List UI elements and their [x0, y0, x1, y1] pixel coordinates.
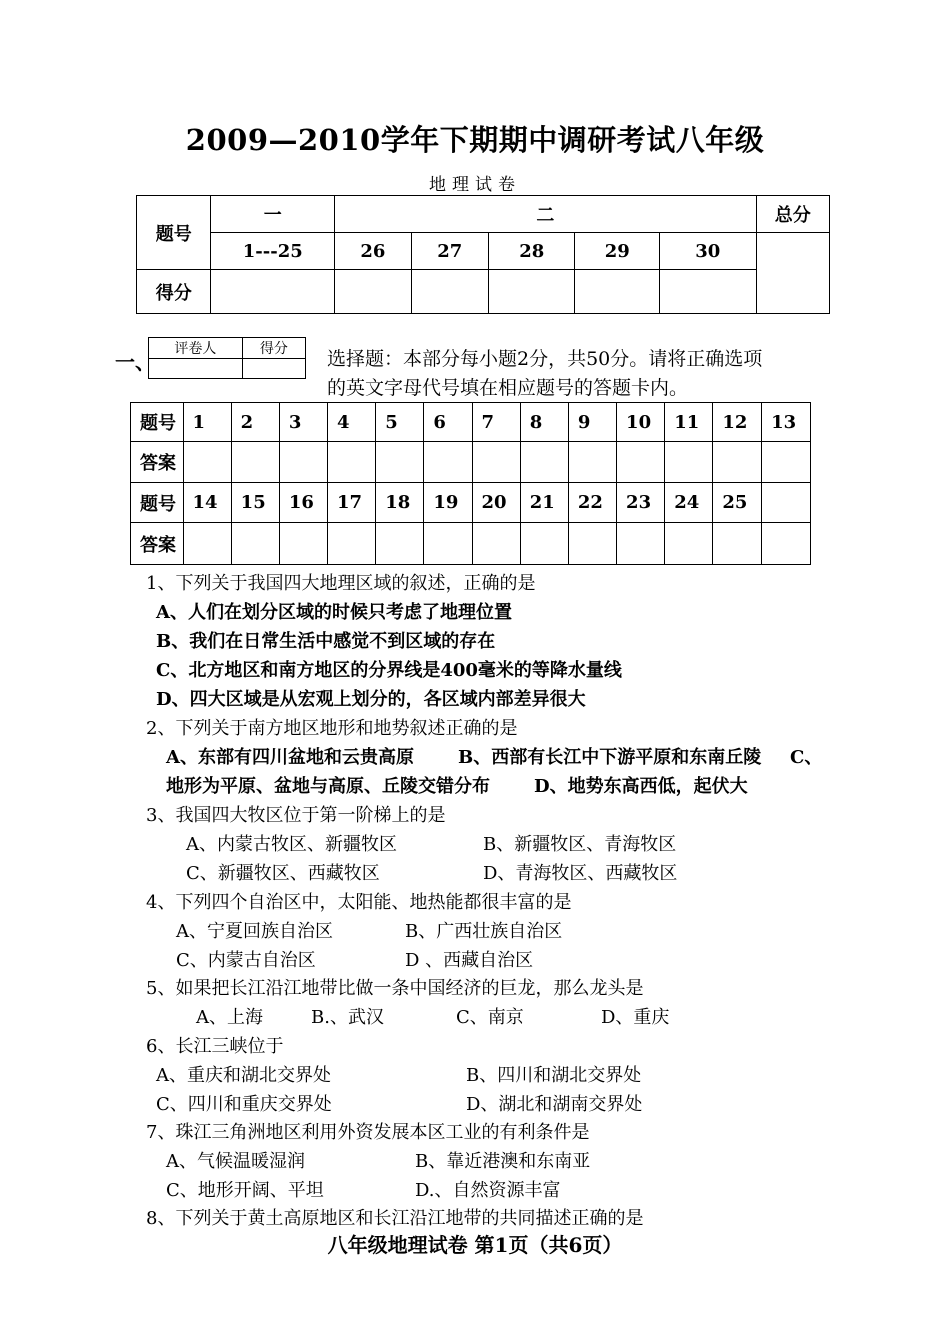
q5-stem: 5、如果把长江沿江地带比做一条中国经济的巨龙，那么龙头是: [146, 978, 644, 999]
question-number-cell: 12: [713, 403, 762, 442]
q1-option-d: D、四大区域是从宏观上划分的，各区域内部差异很大: [156, 689, 586, 710]
question-number-cell: 2: [231, 403, 279, 442]
score-cell[interactable]: [211, 270, 335, 314]
q4-stem: 4、下列四个自治区中，太阳能、地热能都很丰富的是: [146, 892, 572, 913]
question-number-cell: 17: [328, 483, 376, 523]
question-number-cell: 14: [183, 483, 231, 523]
q2-option-c-label: C、: [790, 747, 823, 768]
score-table-range-1-25: 1---25: [211, 233, 335, 270]
q6-option-b: B、四川和湖北交界处: [466, 1065, 642, 1086]
answer-cell[interactable]: [424, 442, 472, 483]
question-number-cell: 10: [617, 403, 665, 442]
score-table-label-question: 题号: [137, 196, 211, 270]
score-table-part1: 一: [211, 196, 335, 233]
question-number-cell: 9: [568, 403, 616, 442]
section1-desc-line1: 选择题：本部分每小题2分，共50分。请将正确选项: [327, 348, 763, 370]
score-cell[interactable]: [411, 270, 488, 314]
q3-option-c: C、新疆牧区、西藏牧区: [186, 863, 380, 884]
score-table-part2: 二: [335, 196, 756, 233]
answer-cell[interactable]: [279, 523, 327, 565]
score-table-total: 总分: [756, 196, 829, 233]
score-table-total-cell[interactable]: [756, 233, 829, 314]
q8-stem: 8、下列关于黄土高原地区和长江沿江地带的共同描述正确的是: [146, 1208, 644, 1229]
q6-option-c: C、四川和重庆交界处: [156, 1094, 332, 1115]
question-number-cell: 25: [713, 483, 762, 523]
question-number-cell: [762, 483, 811, 523]
q7-option-b: B、靠近港澳和东南亚: [415, 1151, 591, 1172]
q1-option-c: C、北方地区和南方地区的分界线是400毫米的等降水量线: [156, 660, 622, 681]
q7-option-c: C、地形开阔、平坦: [166, 1180, 324, 1201]
answer-cell[interactable]: [762, 523, 811, 565]
question-number-cell: 11: [665, 403, 713, 442]
q4-option-c: C、内蒙古自治区: [176, 950, 316, 971]
grader-score-cell[interactable]: [242, 359, 305, 379]
grader-cell[interactable]: [149, 359, 243, 379]
answer-cell[interactable]: [713, 523, 762, 565]
answer-cell[interactable]: [376, 523, 424, 565]
answer-cell[interactable]: [424, 523, 472, 565]
answer-cell[interactable]: [328, 523, 376, 565]
q2-option-c-text: 地形为平原、盆地与高原、丘陵交错分布: [166, 776, 490, 797]
q3-option-d: D、青海牧区、西藏牧区: [483, 863, 678, 884]
section1-marker: 一、: [115, 350, 155, 374]
score-cell[interactable]: [575, 270, 659, 314]
q5-option-a: A、上海: [196, 1007, 263, 1028]
answer-cell[interactable]: [568, 442, 616, 483]
q5-option-b: B.、武汉: [311, 1007, 384, 1028]
answer-cell[interactable]: [520, 442, 568, 483]
question-number-cell: 24: [665, 483, 713, 523]
q5-option-c: C、南京: [456, 1007, 524, 1028]
grader-header: 评卷人: [149, 338, 243, 359]
q4-option-a: A、宁夏回族自治区: [176, 921, 333, 942]
score-cell[interactable]: [335, 270, 411, 314]
q1-stem: 1、下列关于我国四大地理区域的叙述，正确的是: [146, 573, 536, 594]
score-cell[interactable]: [489, 270, 575, 314]
answer-cell[interactable]: [279, 442, 327, 483]
q3-option-b: B、新疆牧区、青海牧区: [483, 834, 677, 855]
q2-option-d: D、地势东高西低，起伏大: [534, 776, 748, 797]
answer-cell[interactable]: [617, 523, 665, 565]
q2-option-a: A、东部有四川盆地和云贵高原: [166, 747, 414, 768]
answer-cell[interactable]: [231, 442, 279, 483]
question-number-cell: 13: [762, 403, 811, 442]
answer-cell[interactable]: [665, 523, 713, 565]
q6-stem: 6、长江三峡位于: [146, 1036, 284, 1057]
exam-title: 2009—2010学年下期期中调研考试八年级: [185, 123, 765, 157]
q7-option-a: A、气候温暖湿润: [166, 1151, 305, 1172]
score-table-q26: 26: [335, 233, 411, 270]
grader-table: [148, 337, 306, 379]
answer-cell[interactable]: [665, 442, 713, 483]
question-number-cell: 15: [231, 483, 279, 523]
question-number-cell: 8: [520, 403, 568, 442]
score-table: [136, 195, 830, 314]
answer-cell[interactable]: [713, 442, 762, 483]
answer-row-label: 题号: [131, 403, 184, 442]
answer-cell[interactable]: [376, 442, 424, 483]
q6-option-a: A、重庆和湖北交界处: [156, 1065, 331, 1086]
question-number-cell: 19: [424, 483, 472, 523]
q3-stem: 3、我国四大牧区位于第一阶梯上的是: [146, 805, 446, 826]
answer-cell[interactable]: [472, 442, 520, 483]
question-number-cell: 3: [279, 403, 327, 442]
q2-option-b: B、西部有长江中下游平原和东南丘陵: [458, 747, 762, 768]
answer-cell[interactable]: [183, 442, 231, 483]
question-number-cell: 6: [424, 403, 472, 442]
score-cell[interactable]: [659, 270, 756, 314]
score-table-q27: 27: [411, 233, 488, 270]
q2-stem: 2、下列关于南方地区地形和地势叙述正确的是: [146, 718, 518, 739]
question-number-cell: 4: [328, 403, 376, 442]
question-number-cell: 20: [472, 483, 520, 523]
question-number-cell: 16: [279, 483, 327, 523]
question-number-cell: 22: [568, 483, 616, 523]
q4-option-d: D 、西藏自治区: [405, 950, 534, 971]
answer-cell[interactable]: [231, 523, 279, 565]
answer-cell[interactable]: [762, 442, 811, 483]
page-footer: 八年级地理试卷 第1页（共6页）: [327, 1233, 623, 1257]
section1-description: [327, 345, 827, 403]
answer-cell[interactable]: [183, 523, 231, 565]
answer-cell[interactable]: [328, 442, 376, 483]
answer-row-label: 答案: [131, 523, 184, 565]
score-table-label-score: 得分: [137, 270, 211, 314]
answer-cell[interactable]: [617, 442, 665, 483]
q7-option-d: D.、自然资源丰富: [415, 1180, 561, 1201]
q5-option-d: D、重庆: [601, 1007, 670, 1028]
question-number-cell: 1: [183, 403, 231, 442]
question-number-cell: 5: [376, 403, 424, 442]
q4-option-b: B、广西壮族自治区: [405, 921, 563, 942]
question-number-cell: 21: [520, 483, 568, 523]
answer-row-label: 题号: [131, 483, 184, 523]
answer-cell[interactable]: [520, 523, 568, 565]
answer-card-table: [130, 402, 811, 565]
score-table-q29: 29: [575, 233, 659, 270]
q7-stem: 7、珠江三角洲地区利用外资发展本区工业的有利条件是: [146, 1122, 590, 1143]
q3-option-a: A、内蒙古牧区、新疆牧区: [186, 834, 397, 855]
question-number-cell: 7: [472, 403, 520, 442]
answer-row-label: 答案: [131, 442, 184, 483]
question-number-cell: 18: [376, 483, 424, 523]
q1-option-a: A、人们在划分区域的时候只考虑了地理位置: [156, 602, 512, 623]
grader-score-header: 得分: [242, 338, 305, 359]
answer-cell[interactable]: [568, 523, 616, 565]
section1-desc-line2: 的英文字母代号填在相应题号的答题卡内。: [327, 377, 689, 399]
score-table-q30: 30: [659, 233, 756, 270]
q6-option-d: D、湖北和湖南交界处: [466, 1094, 643, 1115]
exam-subtitle: 地理试卷: [429, 175, 521, 195]
answer-cell[interactable]: [472, 523, 520, 565]
q1-option-b: B、我们在日常生活中感觉不到区域的存在: [156, 631, 496, 652]
score-table-q28: 28: [489, 233, 575, 270]
question-number-cell: 23: [617, 483, 665, 523]
